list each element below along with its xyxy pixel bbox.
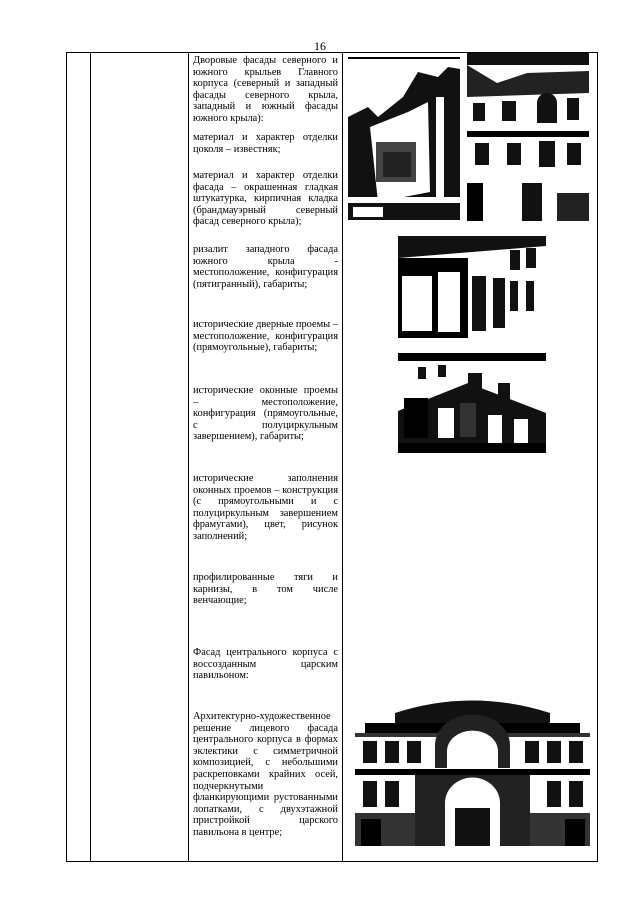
photo-central-building-tsar-pavilion [355,693,590,846]
photo-courtyard-facade-windows [467,53,589,221]
paragraph-central-facade: Фасад центрального корпуса с воссозданным царским павильоном: [193,647,338,682]
paragraph-risalit: ризалит западного фасада южного крыла - местоположение, конфигурация (пятигранный), габариты; [193,244,338,290]
photo-north-wing-firewall [348,57,460,220]
paragraph-window-fillings: исторические заполнения оконных проемов – конструкция (с прямоугольными и с полуциркульным завершением фрамугами), цвет, рисунок заполнений; [193,473,338,542]
column-divider-1 [90,52,91,862]
paragraph-cornices: профилированные тяги и карнизы, в том числе венчающие; [193,572,338,607]
paragraph-plinth-finish: материал и характер отделки цоколя – известняк; [193,132,338,155]
column-divider-3 [342,52,343,862]
paragraph-facade-finish: материал и характер отделки фасада – окрашенная гладкая штукатурка, кирпичная кладка (брандмауэрный северный фасад северного крыла); [193,170,338,228]
paragraph-window-openings: исторические оконные проемы – местоположение, конфигурация (прямоугольные, с полуциркульным завершением), габариты; [193,385,338,443]
paragraph-courtyard-facades: Дворовые фасады северного и южного крыльев Главного корпуса (северный и западный фасады северного крыла, западный и южный фасады южного крыла): [193,55,338,124]
photo-south-wing-risalit [398,236,546,338]
page-number: 16 [314,39,326,53]
paragraph-central-facade-solution: Архитектурно-художественное решение лицевого фасада центрального корпуса в формах эклектики с симметричной композицией, с небольшими раскреповками крайних осей, подчеркнутыми фланкирующими рустованными лопатками, с двухэтажной пристройкой царского павильона в центре; [193,711,338,838]
paragraph-door-openings: исторические дверные проемы – местоположение, конфигурация (прямоугольные), габариты; [193,319,338,354]
photo-window-openings [398,353,546,453]
column-divider-2 [188,52,189,862]
